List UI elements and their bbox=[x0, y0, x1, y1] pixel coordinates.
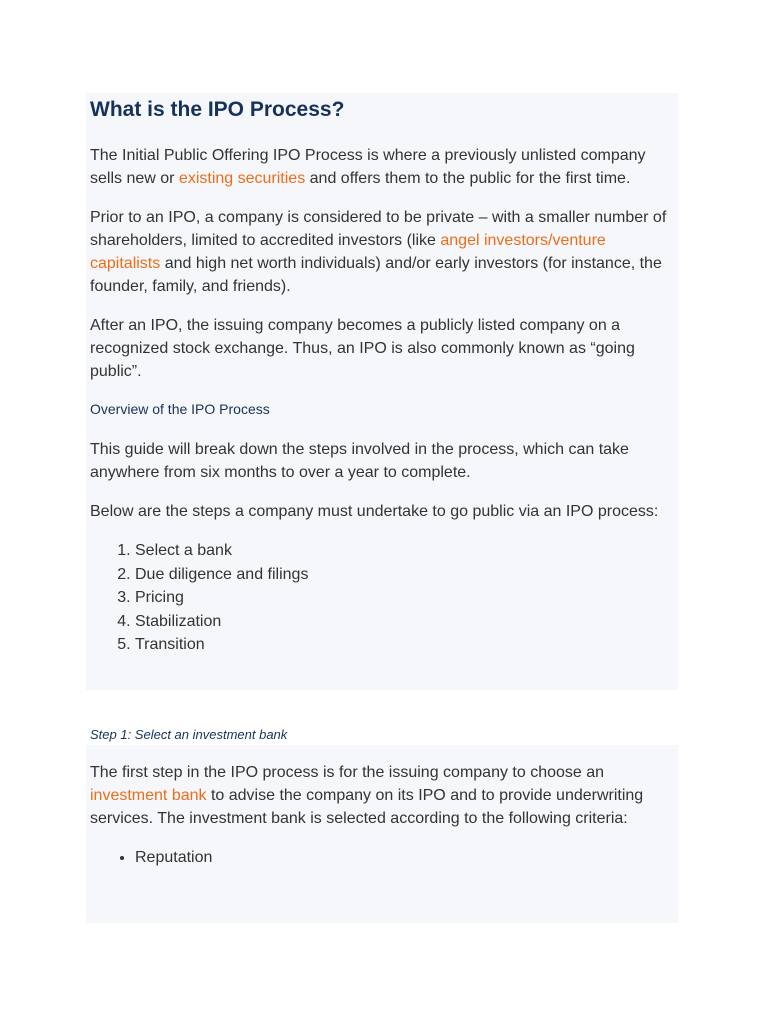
paragraph-guide: This guide will break down the steps involved in the process, which can take anywhere from six months to over a year to complete. bbox=[90, 441, 629, 481]
paragraph-intro: The Initial Public Offering IPO Process is where a previously unlisted company sells new or existing securities and offers them to the public for the first time. bbox=[90, 147, 646, 187]
article bbox=[90, 96, 680, 869]
list-item: 3. Pricing bbox=[135, 586, 680, 610]
spacer bbox=[90, 657, 680, 725]
list-item: 4. Stabilization bbox=[135, 610, 680, 634]
link-investment-bank[interactable]: investment bank bbox=[90, 786, 207, 804]
criteria-list bbox=[90, 846, 680, 870]
list-item: 2. Due diligence and filings bbox=[135, 563, 680, 587]
list-item: 5. Transition bbox=[135, 633, 680, 657]
paragraph-private: Prior to an IPO, a company is considered to be private – with a smaller number of shareholders, limited to accredited investors (like angel investors/venture capitalists and high net worth individuals) and/or early investors (for instance, the founder, family, and friends). bbox=[90, 209, 667, 295]
steps-list bbox=[90, 539, 680, 657]
list-item: • Reputation bbox=[135, 846, 680, 870]
step1-heading: Step 1: Select an investment bank bbox=[90, 726, 288, 742]
link-angel-investors[interactable]: angel investors/venture capitalists bbox=[90, 232, 606, 272]
link-existing-securities[interactable]: existing securities bbox=[178, 170, 306, 187]
paragraph-after-ipo: After an IPO, the issuing company becomes a publicly listed company on a recognized stock exchange. Thus, an IPO is also commonly known as “going public”. bbox=[90, 317, 635, 380]
page-title: What is the IPO Process? bbox=[90, 98, 345, 121]
list-item: 1. Select a bank bbox=[135, 539, 680, 563]
paragraph-step1: The first step in the IPO process is for the issuing company to choose an investment bank to advise the company on its IPO and to provide underwriting services. The investment bank is selected according to the following criteria: bbox=[90, 763, 644, 827]
overview-heading: Overview of the IPO Process bbox=[90, 401, 270, 417]
paragraph-steps-intro: Below are the steps a company must undertake to go public via an IPO process: bbox=[90, 503, 659, 520]
